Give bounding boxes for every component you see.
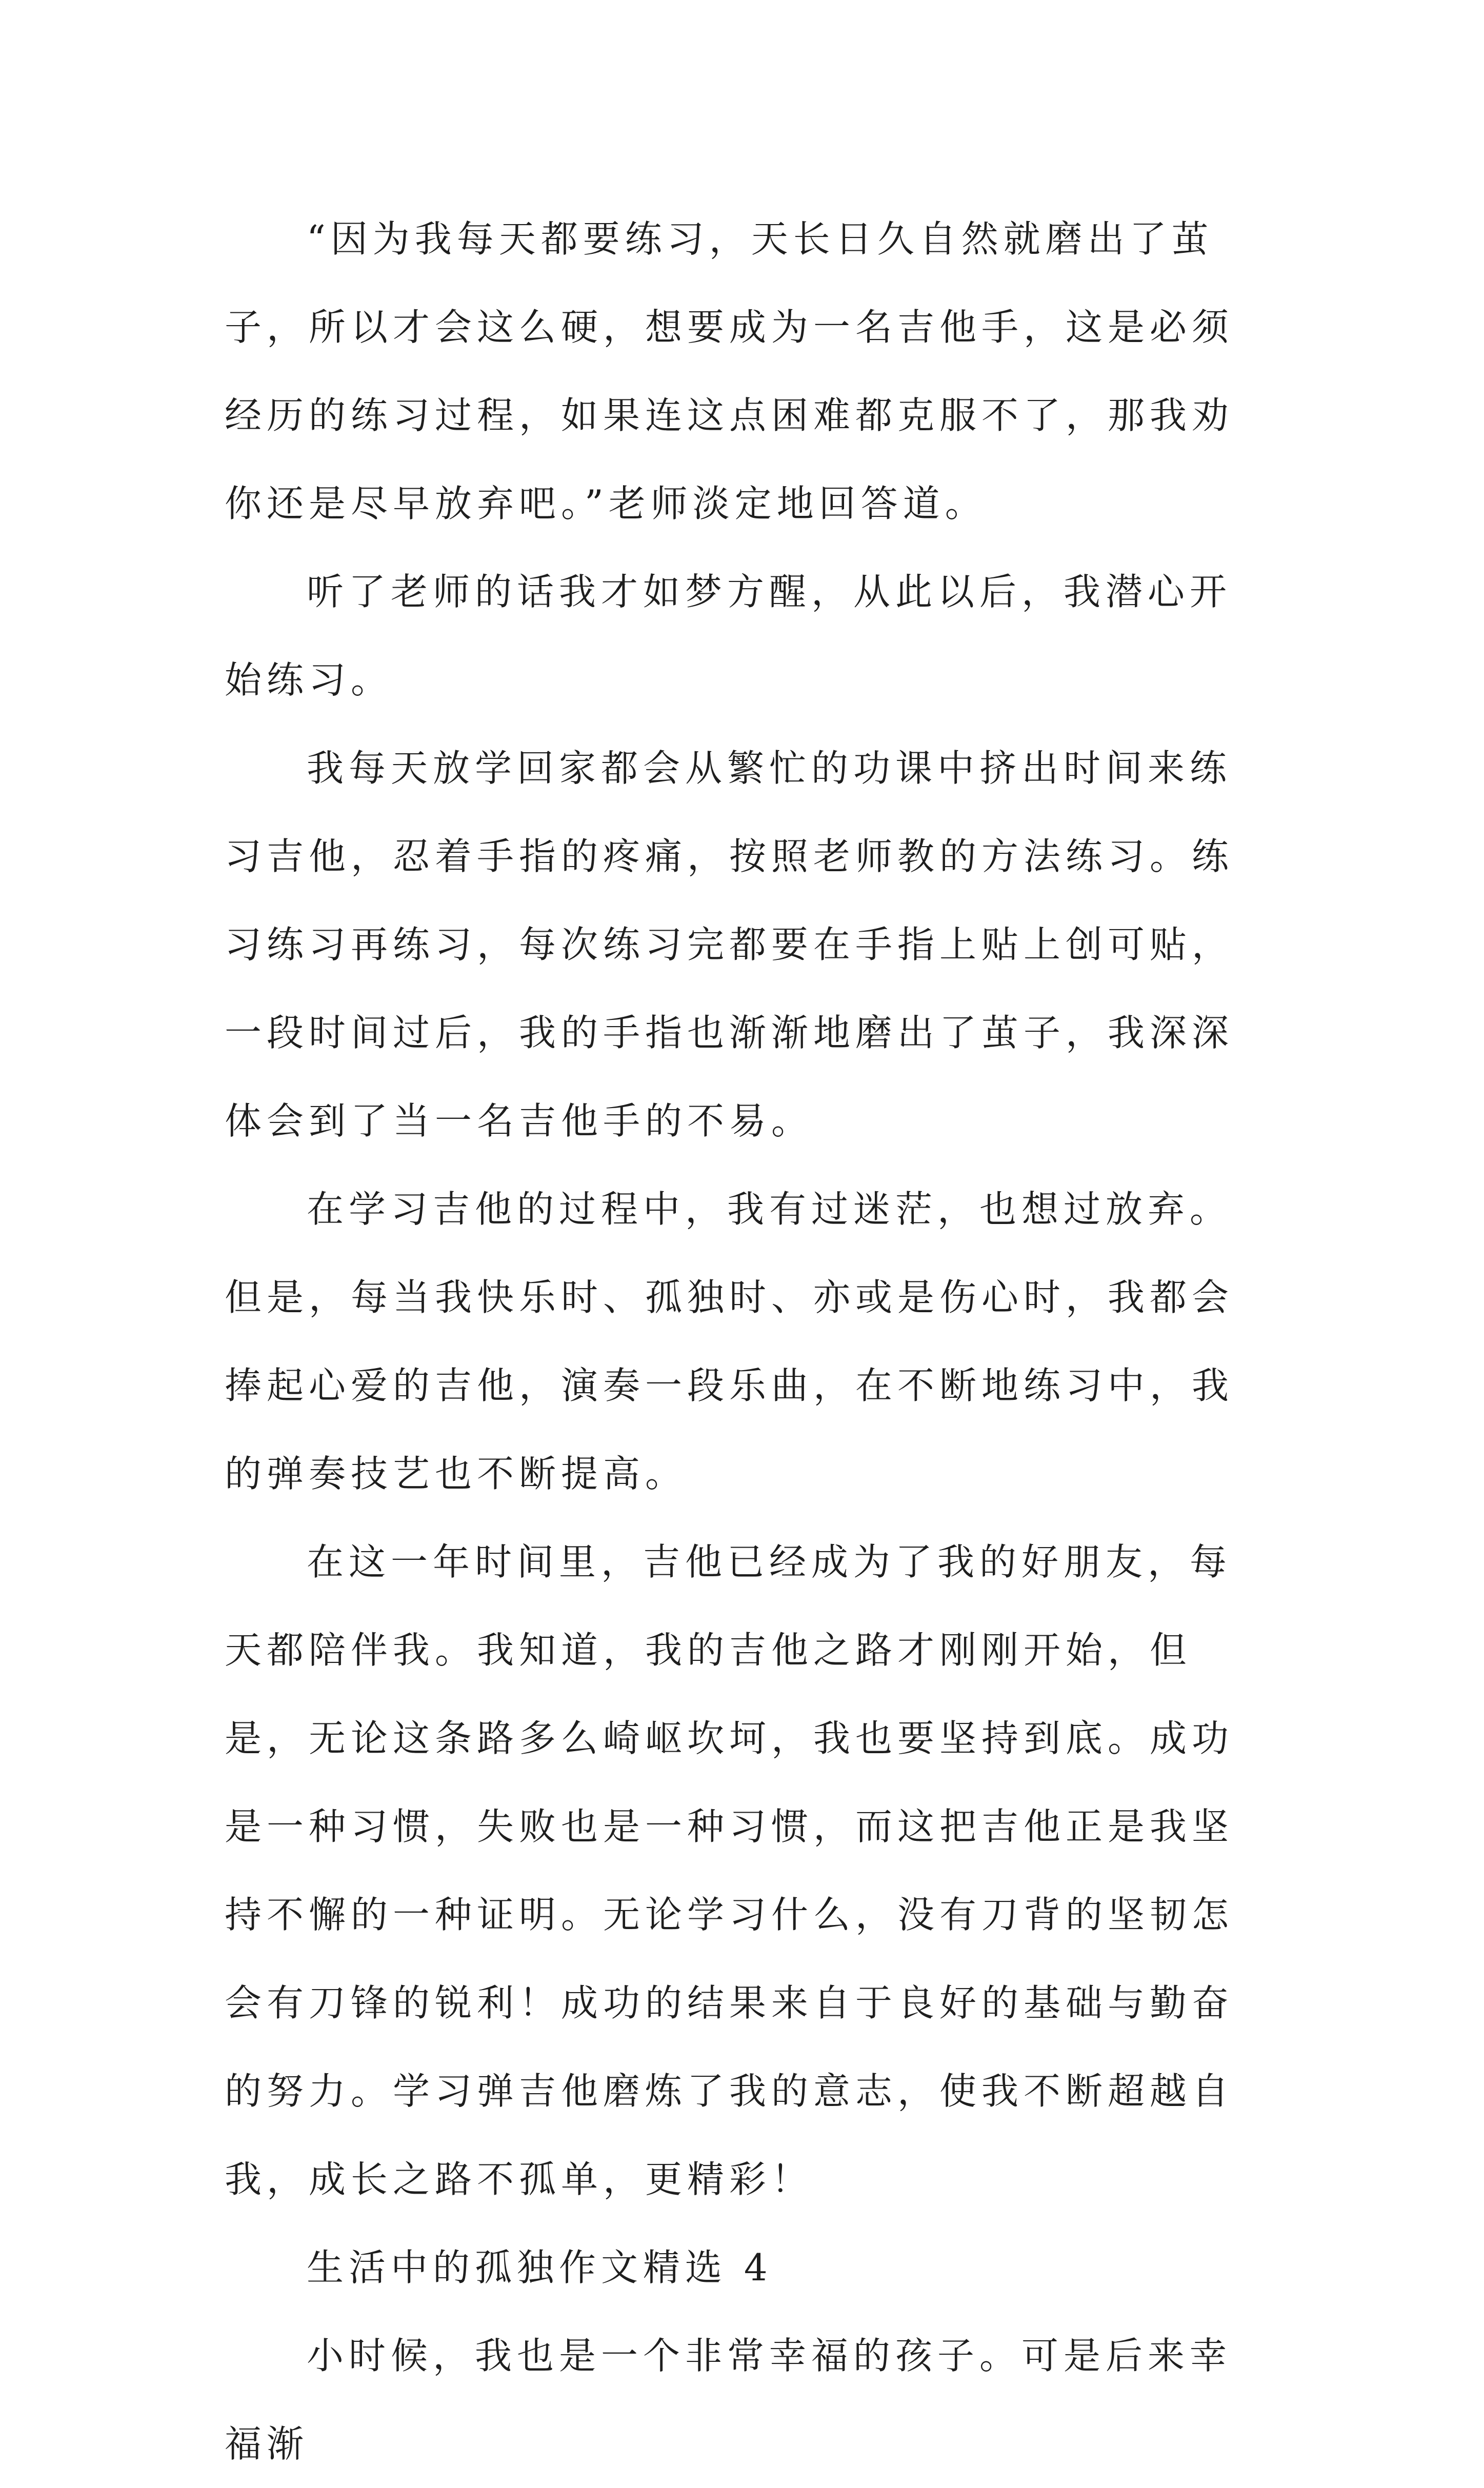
paragraph-4: 在学习吉他的过程中，我有过迷茫，也想过放弃。但是，每当我快乐时、孤独时、亦或是伤心时，我都会捧起心爱的吉他，演奏一段乐曲，在不断地练习中，我的弹奏技艺也不断提高。 [225,1188,1234,1495]
paragraph-2: 听了老师的话我才如梦方醒，从此以后，我潜心开始练习。 [225,570,1232,701]
paragraph-3: 我每天放学回家都会从繁忙的功课中挤出时间来练习吉他，忍着手指的疼痛，按照老师教的方法练习。练习练习再练习，每次练习完都要在手指上贴上创可贴，一段时间过后，我的手指也渐渐地磨出了茧子，我深深体会到了当一名吉他手的不易。 [225,747,1234,1142]
section-heading: 生活中的孤独作文精选 4 [307,2246,773,2289]
paragraph-5: 在这一年时间里，吉他已经成为了我的好朋友，每天都陪伴我。我知道，我的吉他之路才刚刚开始，但是，无论这条路多么崎岖坎坷，我也要坚持到底。成功是一种习惯，失败也是一种习惯，而这把吉他正是我坚持不懈的一种证明。无论学习什么，没有刀背的坚韧怎会有刀锋的锐利！成功的结果来自于良好的基础与勤奋的努力。学习弹吉他磨炼了我的意志，使我不断超越自我，成长之路不孤单，更精彩！ [225,1540,1234,2201]
paragraph-1: “因为我每天都要练习，天长日久自然就磨出了茧子，所以才会这么硬，想要成为一名吉他手，这是必须经历的练习过程，如果连这点困难都克服不了，那我劝你还是尽早放弃吧。”老师淡定地回答道。 [225,217,1234,525]
document-body [225,195,1271,2488]
paragraph-6: 小时候，我也是一个非常幸福的孩子。可是后来幸福渐 [225,2334,1232,2465]
